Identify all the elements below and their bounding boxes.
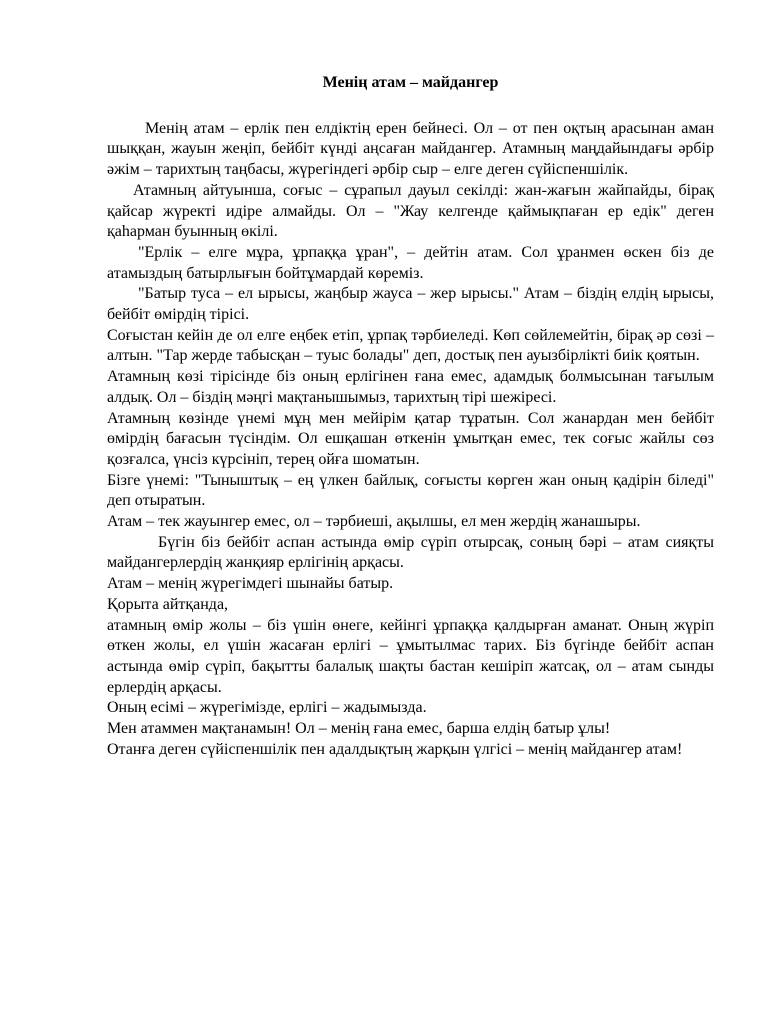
document-title: Менің атам – майдангер xyxy=(322,74,499,91)
paragraph-conclusion: атамның өмір жолы – біз үшін өнеге, кейінгі ұрпаққа қалдырған аманат. Оның жүріп өткен жолы, ел үшін жасаған ерлігі – ұмытылмас тарих. Біз бүгінде бейбіт аспан астында өмір сүріп, бақытты балалық шақты бастан кешіріп жатсақ, ол – атам сынды ерлердің арқасы. xyxy=(107,616,714,696)
paragraph-storm: Атамның айтуынша, соғыс – сұрапыл дауыл секілді: жан-жағын жайпайды, бірақ қайсар жүректі идіре алмайды. Ол – "Жау келгенде қаймықпаған ер едік" деген қаһарман буынның өкілі. xyxy=(107,181,714,241)
paragraph-mentor: Атам – тек жауынгер емес, ол – тәрбиеші, ақылшы, ел мен жердің жанашыры. xyxy=(107,513,641,531)
paragraph-memory: Оның есімі – жүрегімізде, ерлігі – жадымызда. xyxy=(107,699,427,717)
paragraph-peace-quote: Бізге үнемі: "Тыныштық – ең үлкен байлық, соғысты көрген жан оның қадірін біледі" деп отыратын. xyxy=(107,471,714,510)
paragraph-heroism-motto: "Ерлік – елге мұра, ұрпаққа ұран", – дейтін атам. Сол ұранмен өскен біз де атамыздың батырлығын бойтұмардай көреміз. xyxy=(107,243,714,282)
paragraph-pride: Мен атаммен мақтанамын! Ол – менің ғана емес, барша елдің батыр ұлы! xyxy=(107,720,611,738)
paragraph-conclusion-lead: Қорыта айтқанда, xyxy=(107,595,229,613)
document-body xyxy=(107,73,714,760)
paragraph-after-war: Соғыстан кейін де ол елге еңбек етіп, ұрпақ тәрбиеледі. Көп сөйлемейтін, бірақ әр сөзі – алтын. "Тар жерде табысқан – туыс болады" деп, достық пен ауызбірлікті биік қоятын. xyxy=(107,326,714,365)
paragraph-lessons: Атамның көзі тірісінде біз оның ерлігінен ғана емес, адамдық болмысынан тағылым алдық. Ол – біздің мәңгі мақтанышымыз, тарихтың тірі шежіресі. xyxy=(107,368,714,406)
paragraph-eyes: Атамның көзінде үнемі мұң мен мейірім қатар тұратын. Сол жанардан мен бейбіт өмірдің бағасын түсіндім. Ол ешқашан өткенін ұмытқан емес, тек соғыс жайлы сөз қозғалса, үнсіз күрсініп, терең ойға шоматын. xyxy=(107,409,714,468)
paragraph-closing: Отанға деген сүйіспеншілік пен адалдықтың жарқын үлгісі – менің майдангер атам! xyxy=(107,740,683,758)
paragraph-proverb: "Батыр туса – ел ырысы, жаңбыр жауса – жер ырысы." Атам – біздің елдің ырысы, бейбіт өмірдің тірісі. xyxy=(107,285,714,324)
paragraph-today: Бүгін біз бейбіт аспан астында өмір сүріп отырсақ, соның бәрі – атам сияқты майдангерлердің жанқияр ерлігінің арқасы. xyxy=(107,533,714,572)
paragraph-true-hero: Атам – менің жүрегімдегі шынайы батыр. xyxy=(107,575,394,593)
paragraph-intro: Менің атам – ерлік пен елдіктің ерен бейнесі. Ол – от пен оқтың арасынан аман шыққан, жауын жеңіп, бейбіт күнді аңсаған майдангер. Атамның маңдайындағы әрбір әжім – тарихтың таңбасы, жүрегіндегі әрбір сыр – елге деген сүйіспеншілік. xyxy=(107,119,714,179)
